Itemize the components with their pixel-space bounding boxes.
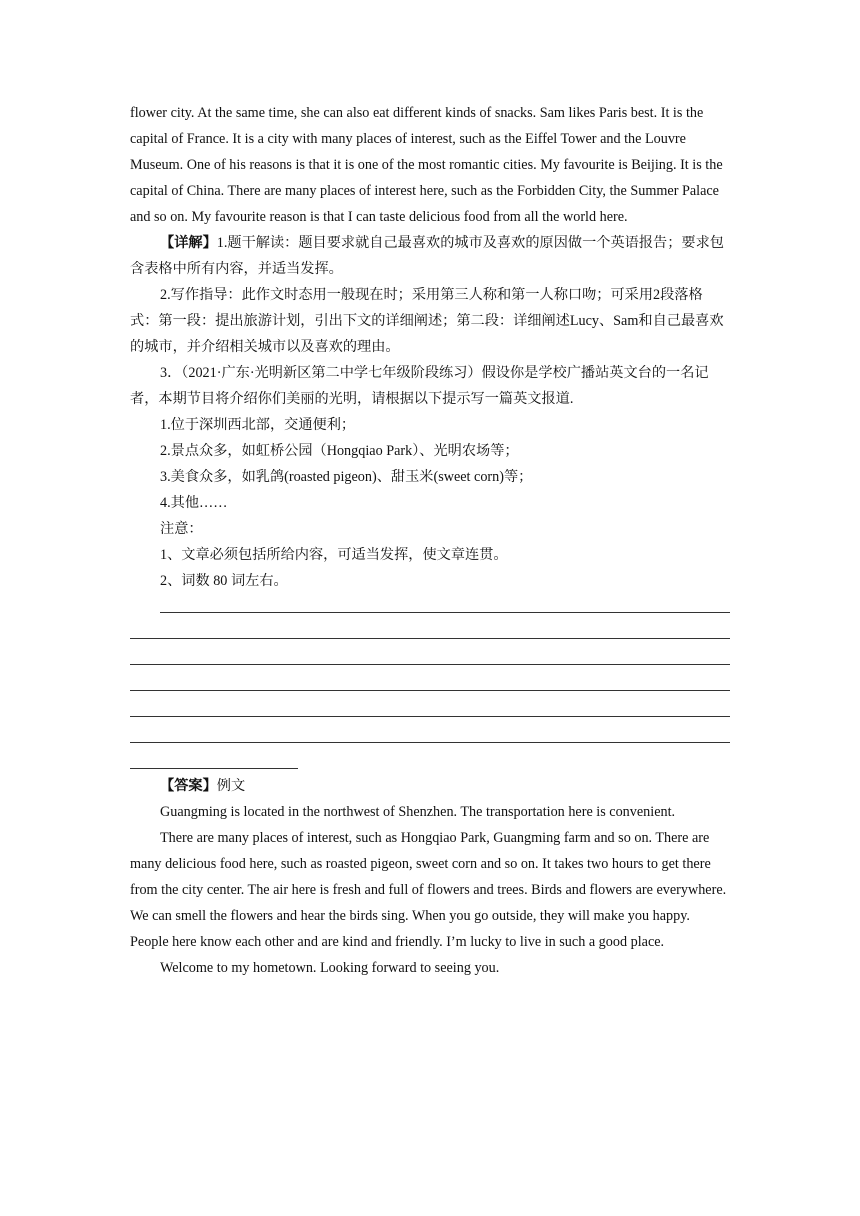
writing-line [130,638,730,639]
answer-label: 例文 [216,778,246,794]
note-1: 1、文章必须包括所给内容，可适当发挥，使文章连贯。 [160,547,508,563]
answer-paragraph-3: Welcome to my hometown. Looking forward to seeing you. [160,960,500,976]
note-label: 注意： [160,521,203,537]
document-body [130,100,730,981]
previous-essay-ending: flower city. At the same time, she can also eat different kinds of snacks. Sam likes Paris best. It is the capital of France. It is a city with many places of interest, such as the Eiffel Tower and the Louvre Museum. One of his reasons is that it is one of the most romantic cities. My favourite is Beijing. It is the capital of China. There are many places of interest here, such as the Forbidden City, the Summer Palace and so on. My favourite reason is that I can taste delicious food from all the world here. [130,105,723,225]
writing-line [130,742,730,743]
writing-line [130,716,730,717]
answer-tag: 【答案】 [160,778,217,794]
answer-heading [130,773,730,799]
writing-line [130,768,298,769]
question-point-2: 2.景点众多，如虹桥公园（Hongqiao Park）、光明农场等； [160,443,519,459]
answer-paragraph-1: Guangming is located in the northwest of Shenzhen. The transportation here is convenient. [160,804,676,820]
analysis-point-1: 【详解】1.题干解读：题目要求就自己最喜欢的城市及喜欢的原因做一个英语报告；要求包含表格中所有内容，并适当发挥。 [130,235,724,277]
question-point-3: 3.美食众多，如乳鸽(roasted pigeon)、甜玉米(sweet corn)等； [160,469,533,485]
question-3-prompt: 3．（2021·广东·光明新区第二中学七年级阶段练习）假设你是学校广播站英文台的一名记者，本期节目将介绍你们美丽的光明，请根据以下提示写一篇英文报道. [130,365,709,407]
question-point-4: 4.其他…… [160,495,228,511]
analysis-point-2: 2.写作指导：此作文时态用一般现在时；采用第三人称和第一人称口吻；可采用2段落格式：第一段：提出旅游计划，引出下文的详细阐述；第二段：详细阐述Lucy、Sam和自己最喜欢的城市，并介绍相关城市以及喜欢的理由。 [130,287,724,355]
analysis-tag: 【详解】 [160,235,217,251]
writing-line [160,612,730,613]
writing-line [130,664,730,665]
note-2: 2、词数 80 词左右。 [160,573,288,589]
question-point-1: 1.位于深圳西北部，交通便利； [160,417,356,433]
answer-paragraph-2: There are many places of interest, such as Hongqiao Park, Guangming farm and so on. There are many delicious food here, such as roasted pigeon, sweet corn and so on. It takes two hours to get there from the city center. The air here is fresh and full of flowers and trees. Birds and flowers are everywhere. We can smell the flowers and hear the birds sing. When you go outside, they will make you happy. People here know each other and are kind and friendly. I’m lucky to live in such a good place. [130,830,727,950]
writing-line [130,690,730,691]
